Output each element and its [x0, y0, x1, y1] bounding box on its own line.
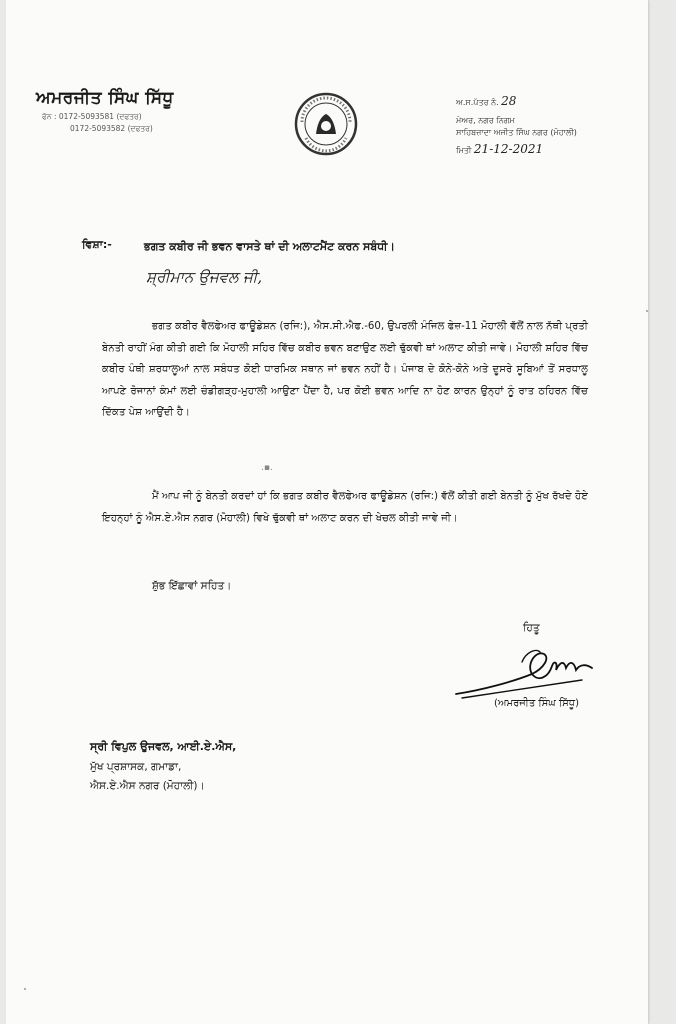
sender-name: ਅਮਰਜੀਤ ਸਿੰਘ ਸਿੱਧੂ — [36, 88, 174, 108]
signature-icon — [452, 640, 602, 704]
ink-smudge: .▪. — [261, 463, 273, 473]
letter-date — [456, 142, 543, 156]
date-value: 21-12-2021 — [473, 142, 544, 156]
reference-number-label: ਅ.ਸ.ਪੱਤਰ ਨੰ. — [456, 98, 499, 107]
paper-speck — [646, 310, 648, 312]
office-phone-2: 0172-5093582 (ਦਫਤਰ) — [70, 124, 153, 133]
recipient-location: ਐਸ.ਏ.ਐਸ ਨਗਰ (ਮੋਹਾਲੀ)। — [90, 780, 205, 792]
body-paragraph-1: ਭਗਤ ਕਬੀਰ ਵੈਲਫੇਅਰ ਫਾਊਡੇਸ਼ਨ (ਰਜਿ:), ਐਸ.ਸੀ.ਐਫ.-60, ਉਪਰਲੀ ਮੰਜਿਲ ਫੇਜ਼-11 ਮੋਹਾਲੀ ਵੱਲੋਂ ਨਾਲ ਨੱਥੀ ਪ੍ਰਤੀ ਬੇਨਤੀ ਰਾਹੀਂ ਮੰਗ ਕੀਤੀ ਗਈ ਕਿ ਮੋਹਾਲੀ ਸਹਿਰ ਵਿੱਚ ਕਬੀਰ ਭਵਨ ਬਣਾਉਣ ਲਈ ਢੁੱਕਵੀ ਥਾਂ ਅਲਾਟ ਕੀਤੀ ਜਾਵੇ। ਮੋਹਾਲੀ ਸ਼ਹਿਰ ਵਿੱਚ ਕਬੀਰ ਪੰਥੀ ਸ਼ਰਧਾਲੂਆਂ ਨਾਲ ਸਬੰਧਤ ਕੋਈ ਧਾਰਮਿਕ ਸਥਾਨ ਜਾਂ ਭਵਨ ਨਹੀਂ ਹੈ। ਪੰਜਾਬ ਦੇ ਕੋਨੇ-ਕੋਨੇ ਅਤੇ ਦੂਸਰੇ ਸੂਬਿਆਂ ਤੋਂ ਸਰਧਾਲੂ ਆਪਣੇ ਰੋਜਾਨਾਂ ਕੰਮਾਂ ਲਈ ਚੰਡੀਗੜ੍ਹ-ਮੁਹਾਲੀ ਆਉਣਾ ਪੈਂਦਾ ਹੈ, ਪਰ ਕੋਈ ਭਵਨ ਆਦਿ ਨਾ ਹੋਣ ਕਾਰਨ ਉਨ੍ਹਾਂ ਨੂੰ ਰਾਤ ਠਹਿਰਨ ਵਿੱਚ ਦਿੱਕਤ ਪੇਸ਼ ਆਉਂਦੀ ਹੈ। — [102, 321, 588, 419]
letter-page — [6, 0, 648, 1024]
mayor-designation: ਮੇਅਰ, ਨਗਰ ਨਿਗਮ — [456, 116, 515, 125]
recipient-title: ਮੁੱਖ ਪ੍ਰਸ਼ਾਸਕ, ਗਮਾਡਾ, — [90, 761, 182, 773]
mayor-location: ਸਾਹਿਬਜ਼ਾਦਾ ਅਜੀਤ ਸਿੰਘ ਨਗਰ (ਮੋਹਾਲੀ) — [456, 128, 577, 137]
salutation: ਸ਼੍ਰੀਮਾਨ ਉਜਵਲ ਜੀ, — [146, 268, 263, 286]
signatory-name: (ਅਮਰਜੀਤ ਸਿੰਘ ਸਿੱਧੂ) — [494, 698, 579, 709]
subject-label: ਵਿਸ਼ਾ:- — [82, 238, 112, 251]
closing-line: ਸ਼ੁੱਭ ਇੱਛਾਵਾਂ ਸਹਿਤ। — [152, 580, 232, 592]
reference-number-value: 28 — [501, 94, 517, 108]
date-label: ਮਿਤੀ — [456, 146, 472, 155]
reference-number — [456, 94, 516, 108]
paper-speck — [24, 988, 26, 990]
yours-label: ਹਿਤੂ — [523, 622, 540, 634]
municipal-corporation-seal-icon — [294, 92, 358, 156]
subject-text: ਭਗਤ ਕਬੀਰ ਜੀ ਭਵਨ ਵਾਸਤੇ ਥਾਂ ਦੀ ਅਲਾਟਮੈਂਟ ਕਰਨ ਸਬੰਧੀ। — [144, 240, 395, 253]
body-paragraph-2: ਮੈਂ ਆਪ ਜੀ ਨੂੰ ਬੇਨਤੀ ਕਰਦਾਂ ਹਾਂ ਕਿ ਭਗਤ ਕਬੀਰ ਵੈਲਫੇਅਰ ਫਾਊਡੇਸ਼ਨ (ਰਜਿ:) ਵੱਲੋਂ ਕੀਤੀ ਗਈ ਬੇਨਤੀ ਨੂੰ ਮੁੱਖ ਰੱਖਦੇ ਹੋਏ ਇਹਨ੍ਹਾਂ ਨੂੰ ਐਸ.ਏ.ਐਸ ਨਗਰ (ਮੋਹਾਲੀ) ਵਿਖੇ ਢੁੱਕਵੀ ਥਾਂ ਅਲਾਟ ਕਰਨ ਦੀ ਖੇਚਲ ਕੀਤੀ ਜਾਵੇ ਜੀ। — [102, 491, 588, 524]
office-phone-1: ਫੋਨ : 0172-5093581 (ਦਫਤਰ) — [42, 112, 142, 121]
recipient-name: ਸ੍ਰੀ ਵਿਪੁਲ ਉਜਵਲ, ਆਈ.ਏ.ਐਸ, — [90, 740, 237, 753]
